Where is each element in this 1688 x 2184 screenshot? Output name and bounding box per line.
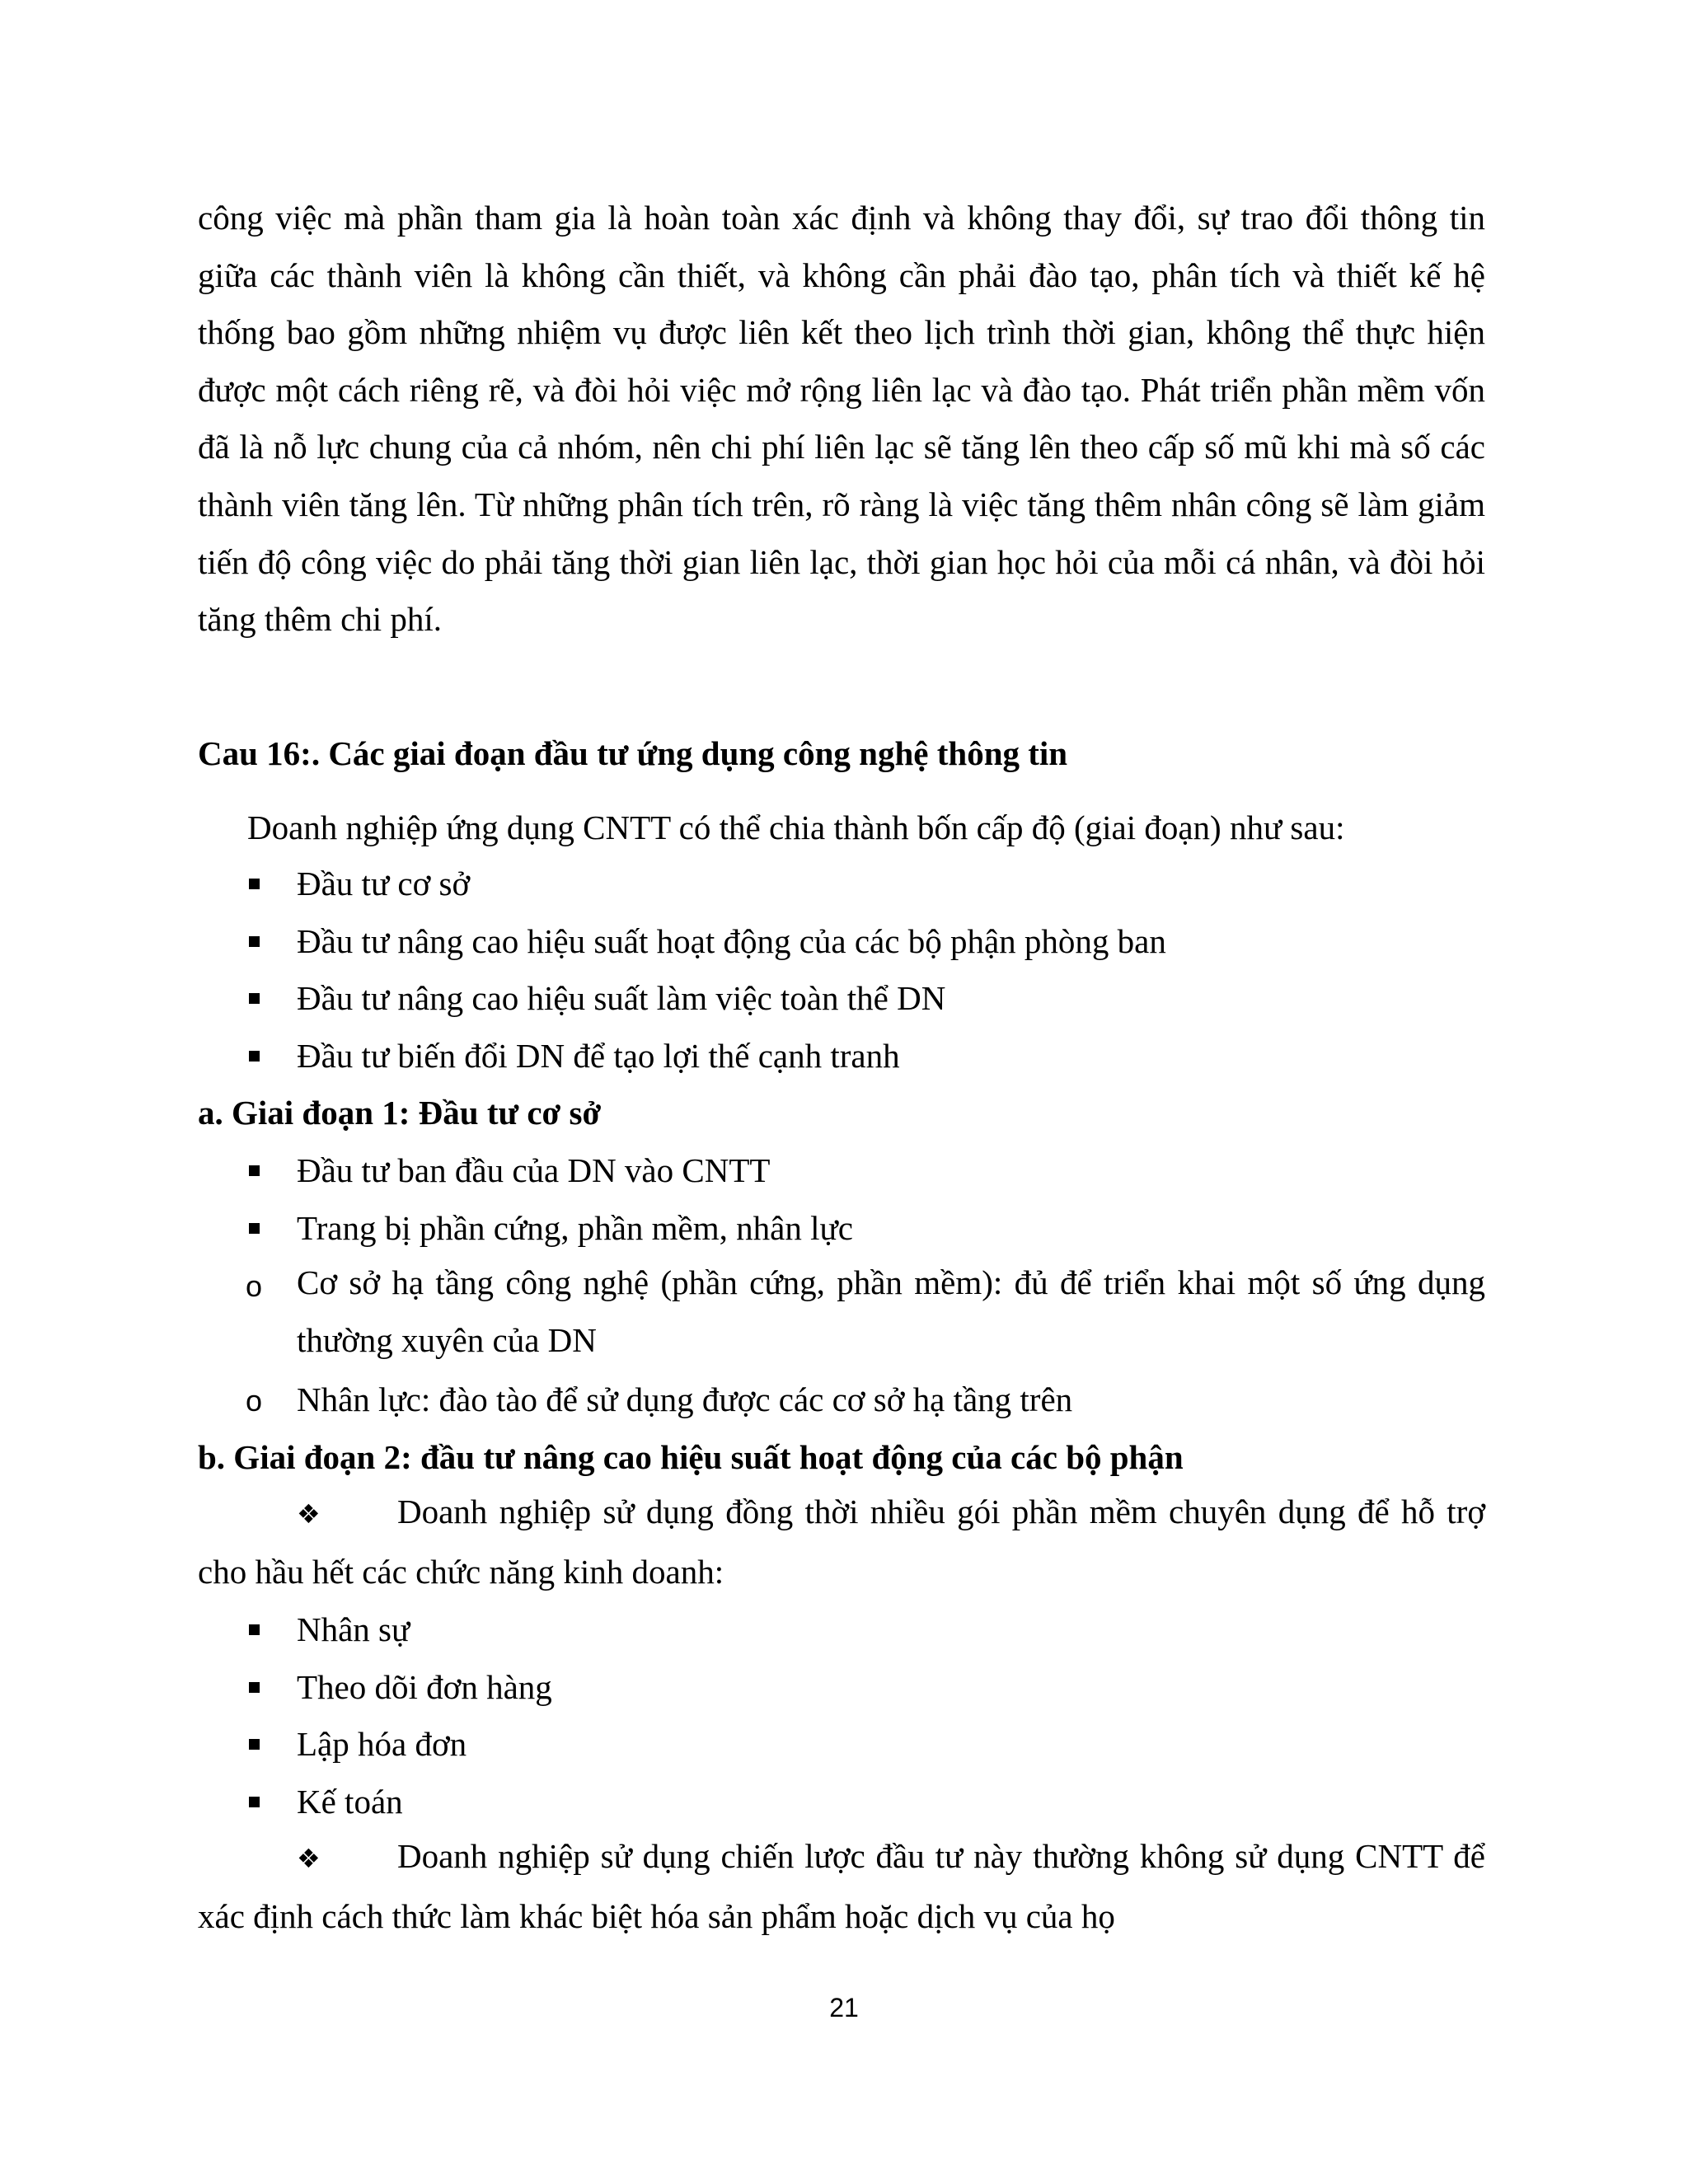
stage-b-heading: b. Giai đoạn 2: đầu tư nâng cao hiệu suất hoạt động của các bộ phận — [198, 1438, 1184, 1476]
square-bullet-icon — [249, 1682, 260, 1693]
circle-bullet-icon: o — [246, 1269, 263, 1303]
stage-b-diamond-text: Doanh nghiệp sử dụng đồng thời nhiều gói phần mềm chuyên dụng để hỗ trợ cho hầu hết các chức năng kinh doanh: — [198, 1493, 1485, 1591]
four-diamond-icon: ❖ — [297, 1843, 321, 1874]
square-bullet-icon — [249, 993, 260, 1004]
level-item: Đầu tư nâng cao hiệu suất hoạt động của các bộ phận phòng ban — [297, 922, 1166, 960]
function-item: Nhân sự — [297, 1610, 410, 1648]
stage-b-diamond-paragraph — [198, 1483, 1485, 1601]
stage-a-bullet: Đầu tư ban đầu của DN vào CNTT — [297, 1151, 771, 1189]
intro-paragraph: công việc mà phần tham gia là hoàn toàn xác định và không thay đổi, sự trao đổi thông tin giữa các thành viên là không cần thiết, và không cần phải đào tạo, phân tích và thiết kế hệ thống bao gồm những nhiệm vụ được liên kết theo lịch trình thời gian, không thể thực hiện được một cách riêng rẽ, và đòi hỏi việc mở rộng liên lạc và đào tạo. Phát triển phần mềm vốn đã là nỗ lực chung của cả nhóm, nên chi phí liên lạc sẽ tăng lên theo cấp số mũ khi mà số các thành viên tăng lên. Từ những phân tích trên, rõ ràng là việc tăng thêm nhân công sẽ làm giảm tiến độ công việc do phải tăng thời gian liên lạc, thời gian học hỏi của mỗi cá nhân, và đòi hỏi tăng thêm chi phí. — [198, 199, 1485, 639]
square-bullet-icon — [249, 1165, 260, 1176]
page-number: 21 — [829, 1993, 859, 2022]
square-bullet-icon — [249, 1739, 260, 1750]
square-bullet-icon — [249, 1223, 260, 1234]
square-bullet-icon — [249, 879, 260, 889]
level-item: Đầu tư cơ sở — [297, 865, 471, 902]
square-bullet-icon — [249, 936, 260, 947]
stage-a-sub-bullet: Nhân lực: đào tào để sử dụng được các cơ sở hạ tầng trên — [297, 1380, 1073, 1418]
stage-b-diamond-text: Doanh nghiệp sử dụng chiến lược đầu tư này thường không sử dụng CNTT để xác định cách thức làm khác biệt hóa sản phẩm hoặc dịch vụ của họ — [198, 1837, 1485, 1935]
question-heading: Cau 16:. Các giai đoạn đầu tư ứng dụng công nghệ thông tin — [198, 734, 1068, 772]
function-item: Lập hóa đơn — [297, 1725, 467, 1763]
stage-a-sub-bullet: Cơ sở hạ tầng công nghệ (phần cứng, phần mềm): đủ để triển khai một số ứng dụng thường xuyên của DN — [297, 1263, 1485, 1359]
function-item: Theo dõi đơn hàng — [297, 1668, 552, 1706]
levels-intro: Doanh nghiệp ứng dụng CNTT có thể chia thành bốn cấp độ (giai đoạn) như sau: — [247, 808, 1345, 846]
stage-a-bullet: Trang bị phần cứng, phần mềm, nhân lực — [297, 1209, 853, 1247]
level-item: Đầu tư nâng cao hiệu suất làm việc toàn thể DN — [297, 979, 946, 1017]
stage-b-diamond-paragraph — [198, 1828, 1485, 1945]
level-item: Đầu tư biến đổi DN để tạo lợi thế cạnh tranh — [297, 1037, 900, 1075]
square-bullet-icon — [249, 1797, 260, 1807]
square-bullet-icon — [249, 1051, 260, 1062]
circle-bullet-icon: o — [246, 1384, 263, 1418]
function-item: Kế toán — [297, 1783, 403, 1821]
stage-a-heading: a. Giai đoạn 1: Đầu tư cơ sở — [198, 1094, 602, 1132]
four-diamond-icon: ❖ — [297, 1498, 321, 1530]
square-bullet-icon — [249, 1624, 260, 1635]
